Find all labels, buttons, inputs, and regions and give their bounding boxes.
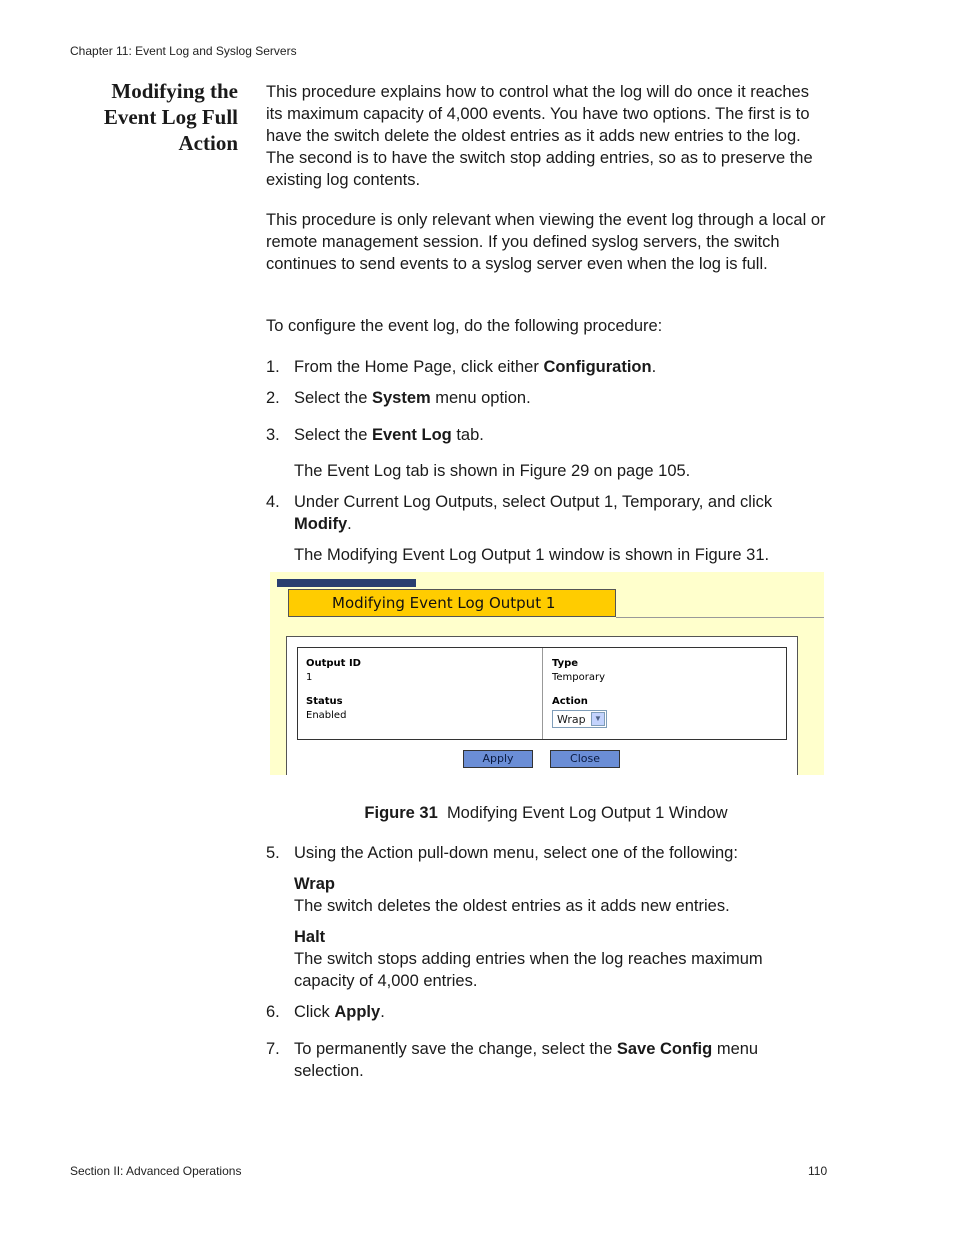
window-title: Modifying Event Log Output 1	[288, 589, 616, 617]
step-number: 2.	[266, 389, 280, 407]
figure-screenshot	[270, 572, 824, 775]
step-number: 6.	[266, 1003, 280, 1021]
step-text: Select the	[294, 389, 372, 407]
relevance-paragraph: This procedure is only relevant when viewing the event log through a local or remote management session. If you defined syslog servers, the switch continues to send events to a syslog server even when the log is full.	[266, 211, 826, 273]
column-divider	[542, 648, 543, 739]
step-4-note: The Modifying Event Log Output 1 window is shown in Figure 31.	[294, 546, 770, 564]
step-text: Using the Action pull-down menu, select one of the following:	[294, 844, 738, 862]
step-keyword: Configuration	[543, 358, 652, 376]
step-text: .	[380, 1003, 385, 1021]
option-halt	[294, 926, 824, 992]
step-number: 5.	[266, 844, 280, 862]
step-text: Under Current Log Outputs, select Output 1, Temporary, and click	[294, 493, 773, 511]
step-keyword: Save Config	[616, 1040, 713, 1058]
section-heading-line: Action	[178, 131, 238, 155]
step-text: From the Home Page, click either	[294, 358, 544, 376]
page-number: 110	[808, 1164, 828, 1178]
step-keyword: System	[371, 389, 431, 407]
step-text: menu selection.	[294, 1040, 759, 1080]
step-text: To permanently save the change, select the	[294, 1040, 617, 1058]
type-label: Type	[552, 658, 579, 669]
option-description: The switch stops adding entries when the log reaches maximum capacity of 4,000 entries.	[294, 950, 763, 990]
step-text: .	[651, 358, 657, 376]
action-select-value: Wrap	[557, 713, 586, 726]
step-3-note: The Event Log tab is shown in Figure 29 on page 105.	[294, 462, 691, 480]
step-text: .	[347, 515, 352, 533]
section-heading-line: Event Log Full	[103, 105, 238, 129]
section-heading	[60, 78, 238, 156]
option-term: Halt	[294, 928, 326, 946]
figure-number: Figure 31	[364, 804, 438, 822]
step-keyword: Event Log	[371, 426, 452, 444]
step-number: 1.	[266, 358, 280, 376]
output-id-label: Output ID	[306, 658, 361, 669]
step-keyword: Apply	[334, 1003, 381, 1021]
apply-button[interactable]: Apply	[463, 750, 533, 768]
figure-caption-text: Modifying Event Log Output 1 Window	[446, 804, 728, 822]
action-label: Action	[552, 696, 588, 707]
close-button[interactable]: Close	[550, 750, 620, 768]
procedure-intro: To configure the event log, do the following procedure:	[266, 317, 663, 335]
chevron-down-icon[interactable]: ▼	[591, 712, 605, 726]
step-4	[266, 491, 826, 535]
step-number: 3.	[266, 426, 280, 444]
step-7	[266, 1038, 826, 1082]
tab-stub	[277, 579, 416, 587]
intro-paragraph: This procedure explains how to control what the log will do once it reaches its maximum capacity of 4,000 events. You have two options. The first is to have the switch delete the oldest entries as it adds new entries to the log. The second is to have the switch stop adding entries, so as to preserve the existing log contents.	[266, 83, 813, 189]
title-rule	[616, 617, 824, 618]
settings-table	[297, 647, 787, 740]
type-value: Temporary	[552, 672, 606, 683]
step-text: menu option.	[430, 389, 531, 407]
settings-panel	[286, 636, 798, 775]
output-id-value: 1	[306, 672, 313, 683]
step-text: Select the	[294, 426, 372, 444]
step-text: tab.	[451, 426, 484, 444]
section-heading-line: Modifying the	[111, 79, 238, 103]
option-wrap	[294, 873, 824, 917]
option-description: The switch deletes the oldest entries as it adds new entries.	[294, 897, 730, 915]
step-number: 4.	[266, 493, 280, 511]
status-value: Enabled	[306, 710, 347, 721]
step-keyword: Modify	[294, 515, 348, 533]
running-header: Chapter 11: Event Log and Syslog Servers	[70, 44, 297, 58]
action-select[interactable]	[552, 710, 607, 728]
footer-section: Section II: Advanced Operations	[70, 1164, 242, 1178]
step-text: Click	[294, 1003, 335, 1021]
option-term: Wrap	[294, 875, 335, 893]
figure-caption	[266, 802, 826, 824]
step-number: 7.	[266, 1040, 280, 1058]
status-label: Status	[306, 696, 343, 707]
